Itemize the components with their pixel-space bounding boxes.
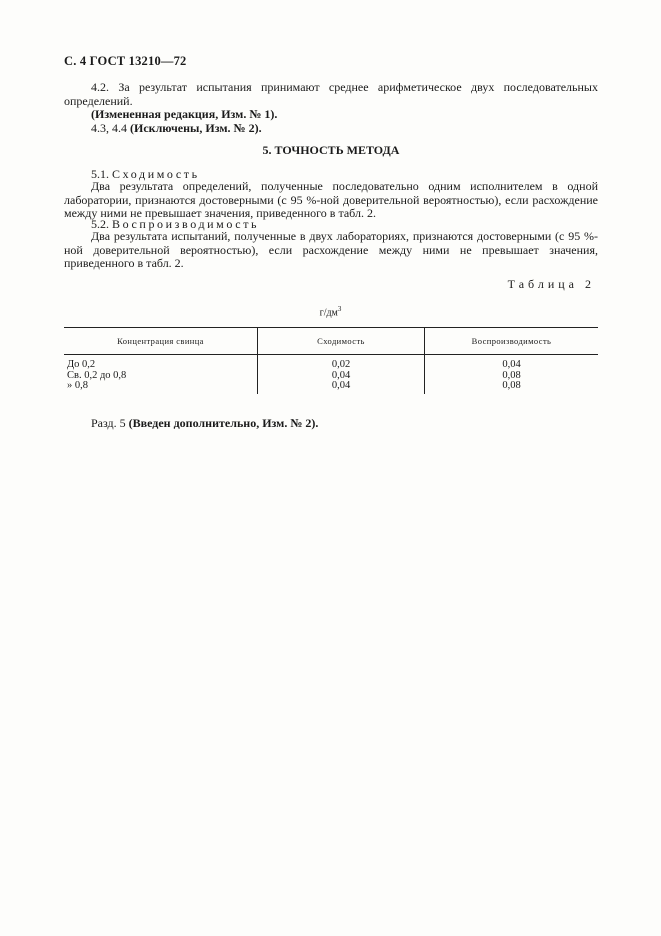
- page-header: С. 4 ГОСТ 13210—72: [64, 54, 187, 68]
- table-unit: [0, 305, 661, 318]
- unit-text: г/дм: [319, 307, 338, 319]
- cell-reproducibility: 0,08: [425, 381, 599, 394]
- paragraph-5-2: Два результата испытаний, полученные в двух лабораториях, признаются достоверными (с 95 %-ной доверительной вероятностью), если расхождение между ними не превышает значения, приведенного в табл. 2.: [64, 229, 598, 270]
- column-header-reproducibility: Воспроизводимость: [425, 328, 599, 355]
- table-header-row: [64, 328, 598, 355]
- paragraph-5-1: Два результата определений, полученные последовательно одним исполнителем в одной лаборатории, признаются достоверными (с 95 %-ной доверительной вероятностью), если расхождение между ними не превышает значения, приведенного в табл. 2.: [64, 179, 598, 220]
- subsection-title: Воспроизводимость: [112, 217, 260, 231]
- cell-repeatability: 0,04: [258, 371, 425, 382]
- cell-repeatability: 0,02: [258, 355, 425, 371]
- paragraph-4-3-4-4: [91, 121, 262, 136]
- cell-concentration: До 0,2: [67, 359, 96, 370]
- amendment-note-4-3: (Исключены, Изм. № 2).: [130, 121, 262, 135]
- unit-superscript: 3: [337, 305, 342, 313]
- section-5-footer-note: [91, 416, 318, 431]
- table-row: [64, 381, 598, 394]
- subsection-title: Сходимость: [112, 167, 200, 181]
- cell-reproducibility: 0,04: [425, 355, 599, 371]
- cell-concentration: Св. 0,2 до 0,8: [67, 369, 127, 381]
- amendment-note-4-2: (Измененная редакция, Изм. № 1).: [91, 107, 278, 121]
- subsection-number: 5.2.: [91, 217, 109, 231]
- column-header-concentration: Концентрация свинца: [64, 328, 258, 355]
- section-title: 5. ТОЧНОСТЬ МЕТОДА: [262, 143, 400, 157]
- subsection-number: 5.1.: [91, 167, 109, 181]
- column-header-repeatability: Сходимость: [258, 328, 425, 355]
- footer-amendment: (Введен дополнительно, Изм. № 2).: [128, 416, 319, 430]
- paragraph-4-2: 4.2. За результат испытания принимают среднее арифметическое двух последовательных определений.: [64, 80, 598, 108]
- cell-concentration: » 0,8: [67, 380, 88, 391]
- paragraph-number: 4.3, 4.4: [91, 121, 127, 135]
- table-row: [64, 355, 598, 371]
- precision-table: [64, 327, 598, 394]
- table-label: Таблица 2: [507, 277, 595, 291]
- footer-prefix: Разд. 5: [91, 416, 126, 430]
- cell-reproducibility: 0,08: [425, 371, 599, 382]
- cell-repeatability: 0,04: [258, 381, 425, 394]
